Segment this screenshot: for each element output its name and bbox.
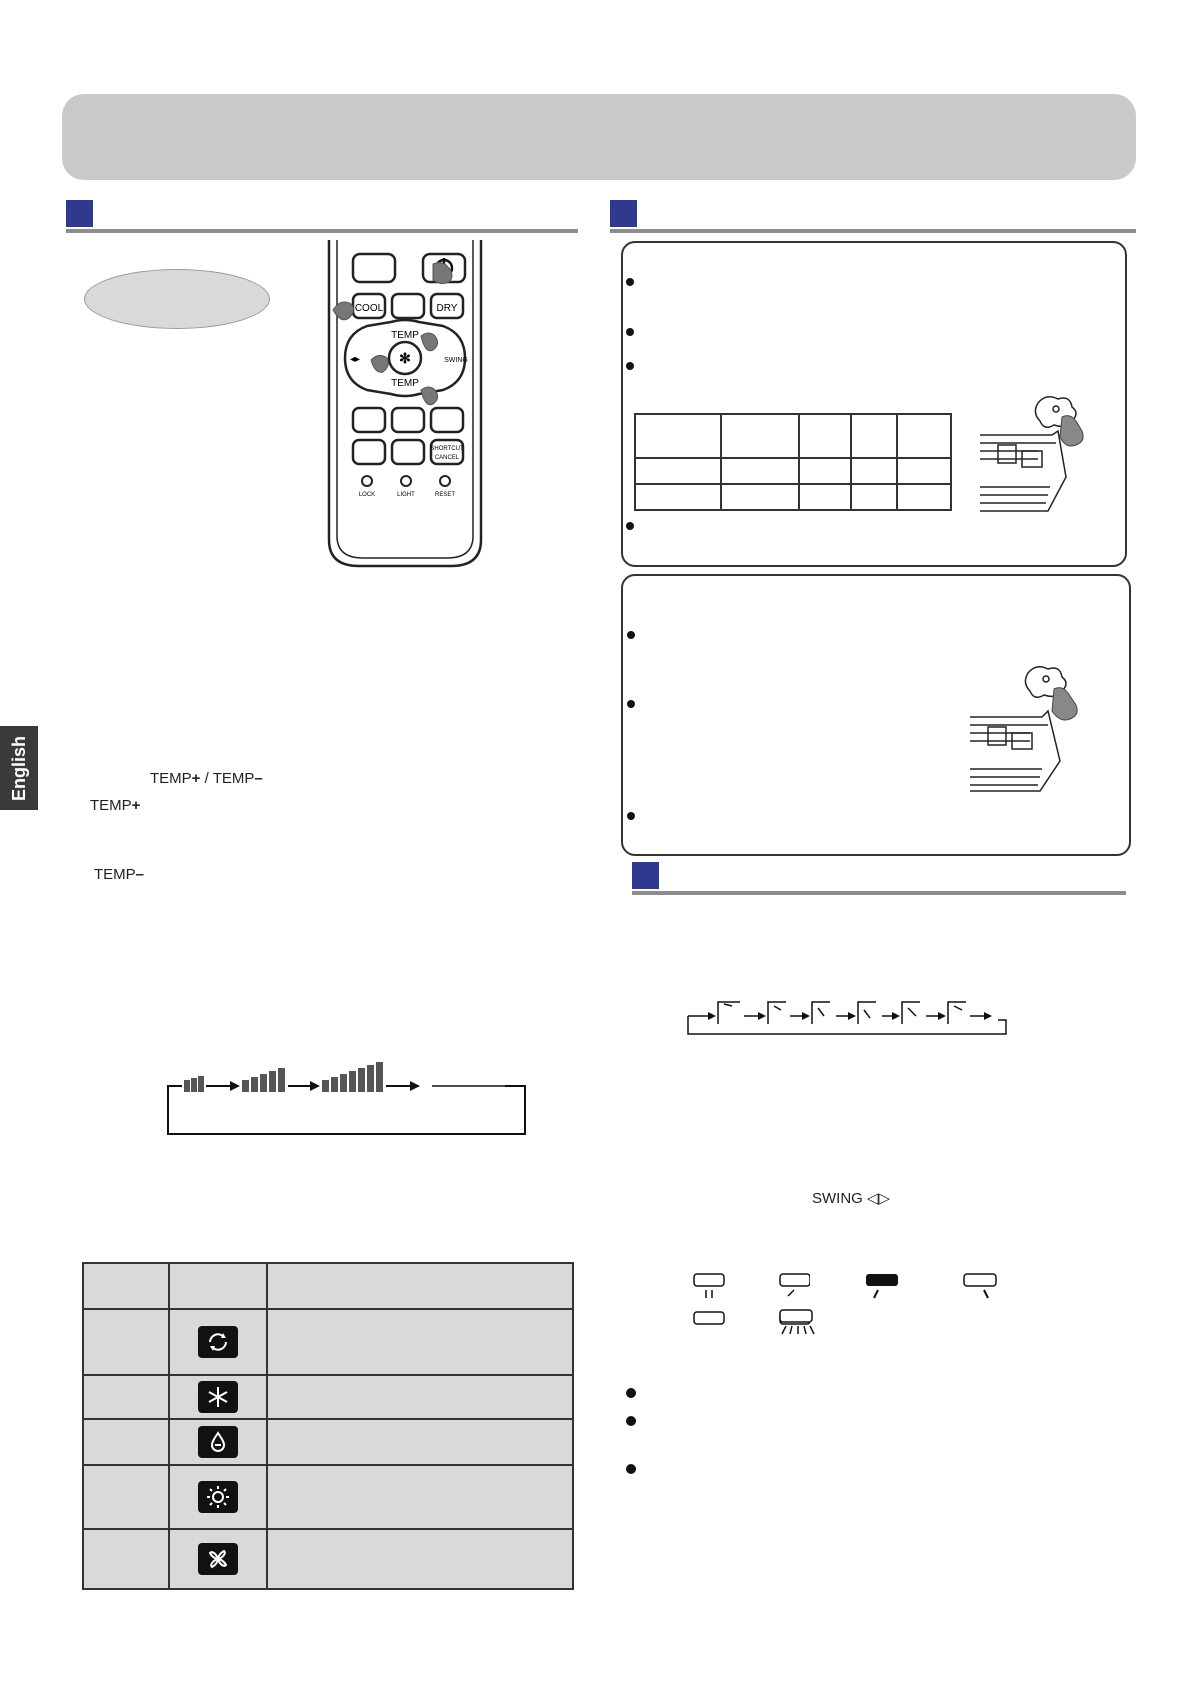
table-cell (635, 414, 721, 458)
unit-icon (694, 1312, 724, 1324)
temp-adjust-labels: TEMP+ / TEMP– (150, 770, 263, 787)
right-section-header (610, 200, 1136, 230)
table-cell (799, 484, 851, 510)
temp-down-label: TEMP (391, 378, 419, 389)
swing-horizontal-icon: ◂▸ (349, 354, 361, 365)
oval-label-placeholder (84, 269, 270, 329)
section-rule (632, 891, 1126, 895)
table-cell (897, 458, 951, 484)
table-cell (851, 458, 897, 484)
svg-text:LOCK: LOCK (358, 492, 376, 498)
table-cell (267, 1375, 573, 1419)
bullet (627, 700, 635, 708)
svg-text:SHORTCUT: SHORTCUT (430, 446, 464, 452)
table-cell (851, 414, 897, 458)
bullet (627, 631, 635, 639)
louver-position-sequence (686, 996, 1010, 1038)
mode-table (82, 1262, 574, 1590)
unit-icon (780, 1274, 810, 1286)
table-cell (169, 1309, 267, 1375)
bullet (626, 362, 634, 370)
lock-indicator[interactable] (362, 476, 372, 486)
bullet (626, 522, 634, 530)
table-cell (169, 1465, 267, 1529)
remote-button[interactable] (392, 294, 424, 318)
left-section-header (66, 200, 578, 230)
droplet-icon (198, 1426, 238, 1458)
light-indicator[interactable] (401, 476, 411, 486)
cool-button-label: COOL (354, 303, 384, 314)
table-cell (635, 484, 721, 510)
swing-horizontal-label: SWING ◁▷ (812, 1190, 891, 1207)
table-cell (169, 1529, 267, 1589)
fan-icon (198, 1543, 238, 1575)
temp-separator: / (204, 770, 209, 787)
section-marker (66, 200, 93, 227)
table-cell (267, 1309, 573, 1375)
indoor-unit-button-illustration (968, 665, 1096, 795)
table-cell (267, 1263, 573, 1309)
table-cell (721, 414, 799, 458)
table-cell (83, 1263, 169, 1309)
table-cell (897, 414, 951, 458)
table-cell (169, 1419, 267, 1465)
table-cell (83, 1419, 169, 1465)
table-cell (83, 1529, 169, 1589)
bullet (626, 1388, 636, 1398)
section-marker (632, 862, 659, 889)
temp-up-label: TEMP (391, 330, 419, 341)
snowflake-icon (198, 1381, 238, 1413)
temp-minus-line: TEMP– (94, 866, 145, 883)
reset-indicator[interactable] (440, 476, 450, 486)
unit-icon (694, 1274, 724, 1286)
svg-text:CANCEL: CANCEL (434, 455, 460, 461)
bullet (626, 1416, 636, 1426)
table-cell (799, 414, 851, 458)
section-marker (610, 200, 637, 227)
swing-horizontal-icon: ◁▷ (867, 1190, 891, 1207)
table-cell (799, 458, 851, 484)
temp-minus-label: TEMP (212, 770, 255, 787)
table-cell (635, 458, 721, 484)
bullet (626, 328, 634, 336)
airflow-direction-icons (862, 1272, 1002, 1302)
table-cell (83, 1309, 169, 1375)
table-cell (169, 1375, 267, 1419)
section-rule (610, 229, 1136, 233)
svg-text:LIGHT: LIGHT (397, 492, 415, 498)
remote-button[interactable] (353, 254, 395, 282)
page-title-bar (62, 94, 1136, 180)
fan-speed-cycle-diagram (160, 1060, 540, 1140)
fan-icon: ✻ (399, 350, 411, 366)
svg-text:RESET: RESET (434, 492, 456, 498)
language-tab[interactable] (0, 726, 38, 810)
temp-plus-label: TEMP (150, 770, 192, 787)
language-tab-label: English (8, 735, 29, 801)
settings-table (634, 413, 952, 511)
table-cell (897, 484, 951, 510)
wide-airflow-icon (776, 1308, 826, 1338)
bullet (627, 812, 635, 820)
table-cell (721, 484, 799, 510)
table-cell (83, 1375, 169, 1419)
section-rule (66, 229, 578, 233)
table-cell (267, 1465, 573, 1529)
bullet (626, 1464, 636, 1474)
temp-plus-line: TEMP+ (90, 797, 141, 814)
sun-icon (198, 1481, 238, 1513)
indoor-unit-button-illustration (978, 395, 1098, 515)
dry-button-label: DRY (436, 303, 458, 314)
auto-mode-icon (198, 1326, 238, 1358)
table-cell (851, 484, 897, 510)
table-cell (83, 1465, 169, 1529)
table-cell (267, 1529, 573, 1589)
bullet (626, 278, 634, 286)
table-cell (267, 1419, 573, 1465)
table-cell (169, 1263, 267, 1309)
swing-label: SWING (444, 357, 468, 364)
remote-control-illustration (325, 240, 485, 570)
table-cell (721, 458, 799, 484)
swing-section-header (632, 862, 1126, 892)
